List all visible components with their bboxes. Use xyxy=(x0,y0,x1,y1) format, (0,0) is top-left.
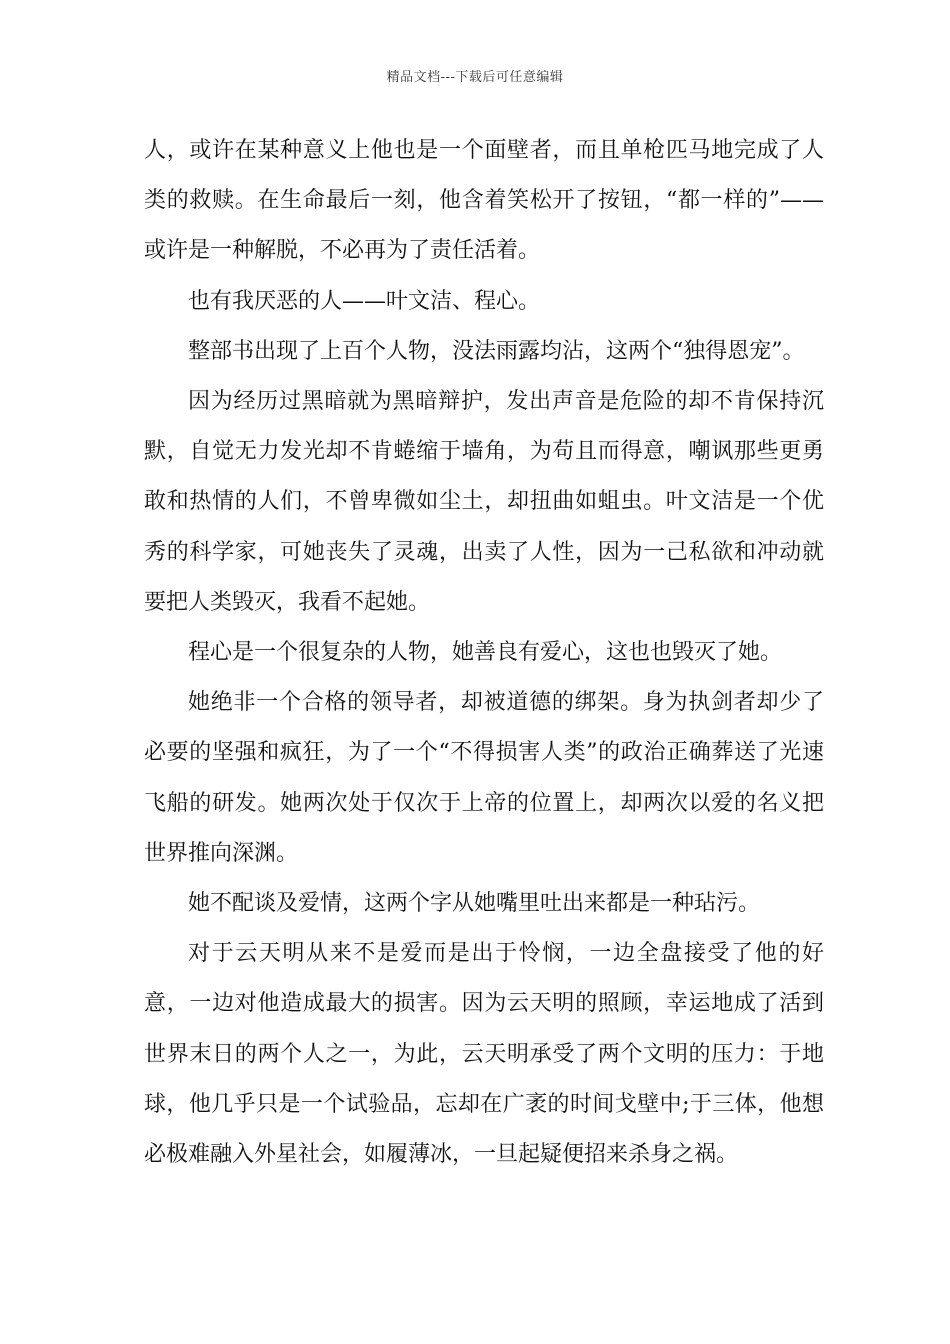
document-body xyxy=(144,126,824,1180)
paragraph: 整部书出现了上百个人物，没法雨露均沾，这两个“独得恩宠”。 xyxy=(188,338,805,364)
paragraph: 她绝非一个合格的领导者，却被道德的绑架。身为执剑者却少了必要的坚强和疯狂，为了一个“不得损害人类”的政治正确葬送了光速飞船的研发。她两次处于仅次于上帝的位置上，却两次以爱的名义把世界推向深渊。 xyxy=(144,690,824,866)
paragraph: 程心是一个很复杂的人物，她善良有爱心，这也也毁灭了她。 xyxy=(188,640,783,666)
paragraph: 她不配谈及爱情，这两个字从她嘴里吐出来都是一种玷污。 xyxy=(188,891,761,917)
paragraph: 因为经历过黑暗就为黑暗辩护，发出声音是危险的却不肯保持沉默，自觉无力发光却不肯蜷缩于墙角，为苟且而得意，嘲讽那些更勇敢和热情的人们，不曾卑微如尘土，却扭曲如蛆虫。叶文洁是一个优秀的科学家，可她丧失了灵魂，出卖了人性，因为一己私欲和冲动就要把人类毁灭，我看不起她。 xyxy=(144,389,824,615)
paragraph: 对于云天明从来不是爱而是出于怜悯，一边全盘接受了他的好意，一边对他造成最大的损害。因为云天明的照顾，幸运地成了活到世界末日的两个人之一，为此，云天明承受了两个文明的压力：于地球，他几乎只是一个试验品，忘却在广袤的时间戈壁中;于三体，他想必极难融入外星社会，如履薄冰，一旦起疑便招来杀身之祸。 xyxy=(144,941,824,1168)
page-header: 精品文档---下载后可任意编辑 xyxy=(386,70,564,85)
paragraph: 也有我厌恶的人——叶文洁、程心。 xyxy=(188,288,541,314)
paragraph: 人，或许在某种意义上他也是一个面壁者，而且单枪匹马地完成了人类的救赎。在生命最后一刻，他含着笑松开了按钮，“都一样的”——或许是一种解脱，不必再为了责任活着。 xyxy=(144,138,824,264)
